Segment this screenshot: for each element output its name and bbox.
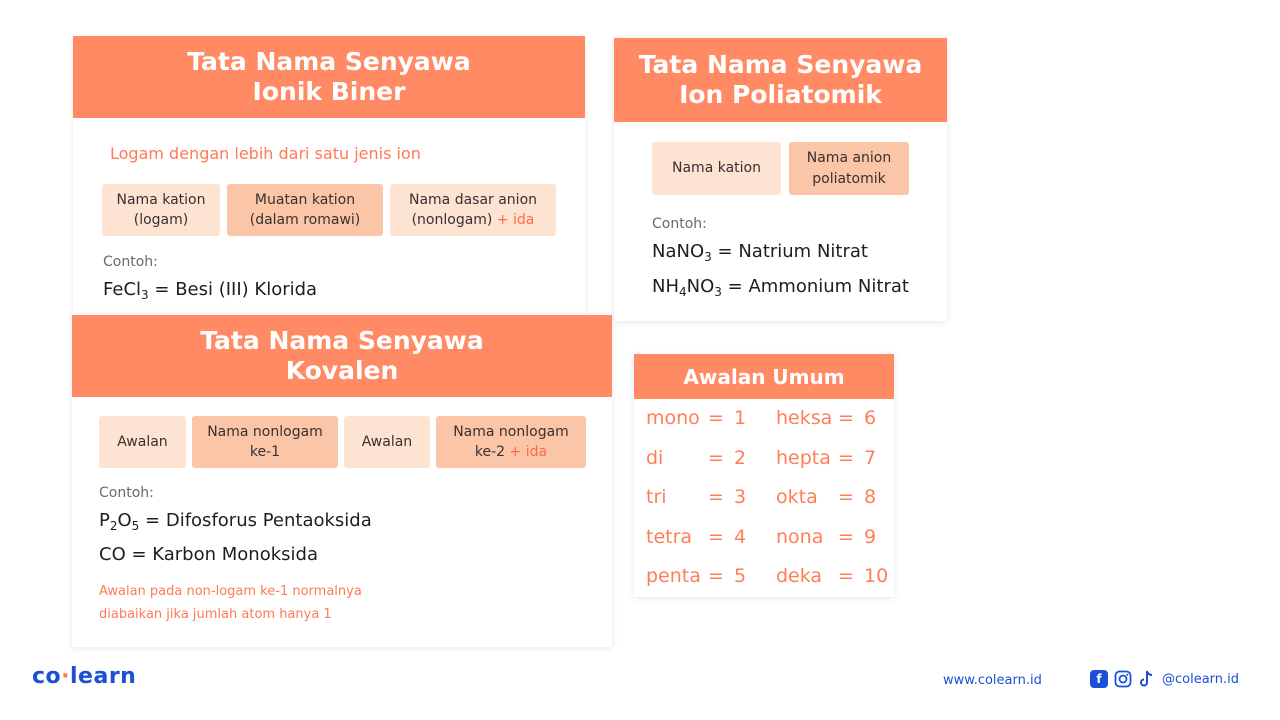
formula-subscript: 2 [109,519,118,533]
awalan-prefix-value: 7 [864,446,877,469]
poli-example2-formula [652,276,909,299]
ionik-box3-line1: Nama dasar anion [408,191,538,208]
ionik-box1-line1: Nama kation [116,191,206,208]
ionik-box3-suffix: + ida [496,212,535,228]
formula-name: = Difosforus Pentaoksida [145,510,372,531]
awalan-prefix-value: 5 [734,565,747,587]
kovalen-example1-formula [99,510,372,533]
kovalen-note-line2: diabaikan jika jumlah atom hanya 1 [99,606,332,622]
awalan-prefix-value: 4 [734,525,747,548]
poli-title-line1: Tata Nama Senyawa [638,50,923,79]
awalan-equals: = [838,565,854,587]
formula-name: = Ammonium Nitrat [727,276,909,297]
poli-box2-line1: Nama anion [806,150,892,167]
awalan-prefix-value: 2 [734,446,747,469]
ionik-box2-line2: (dalam romawi) [249,212,361,228]
poli-box1-label: Nama kation [672,160,761,177]
ionik-box3-line2: (nonlogam) [411,212,493,228]
formula-part: O [117,510,132,531]
awalan-prefix-value: 9 [864,525,877,548]
facebook-icon[interactable]: f [1090,670,1108,688]
kovalen-example-label: Contoh: [99,485,154,501]
poli-title-line2: Ion Poliatomik [679,80,882,109]
awalan-prefix-name: okta [776,486,818,508]
logo-part2: learn [70,664,137,689]
website-link[interactable]: www.colearn.id [943,673,1042,688]
logo-dot: · [61,664,71,689]
kovalen-box-awalan-1 [99,416,186,468]
social-handle[interactable]: @colearn.id [1162,671,1240,687]
poli-box2-line2: poliatomik [812,170,886,187]
awalan-prefix-name: hepta [776,446,831,469]
poli-box-anion [789,142,909,195]
ionik-biner-header [73,36,585,118]
kovalen-note-line1: Awalan pada non-logam ke-1 normalnya [99,584,362,599]
awalan-equals: = [708,525,724,548]
kovalen-box2-line2: ke-1 [249,444,281,460]
kovalen-box-awalan-2 [344,416,430,468]
kovalen-box4-line2-wrap [475,442,547,462]
formula-part: FeCl [103,279,142,300]
awalan-equals: = [838,446,854,469]
formula-subscript: 3 [141,288,149,302]
formula-part: NaNO [652,241,705,262]
awalan-prefix-name: deka [776,565,823,587]
instagram-icon[interactable] [1114,670,1132,688]
awalan-prefix-name: heksa [776,407,833,429]
ionik-title-line2: Ionik Biner [252,77,406,106]
ionik-box-anion [390,184,556,236]
kovalen-title-line1: Tata Nama Senyawa [200,326,484,355]
kovalen-box4-line1: Nama nonlogam [453,423,569,440]
ion-poliatomik-card [614,38,947,321]
kovalen-note [99,581,362,627]
kovalen-box4-line2: ke-2 [474,444,506,460]
kovalen-card [72,315,612,647]
kovalen-box-nonlogam-1 [192,416,338,468]
awalan-prefix-value: 1 [734,407,747,429]
awalan-title: Awalan Umum [683,364,845,389]
awalan-prefix-name: tri [646,486,667,508]
kovalen-example2-formula: CO = Karbon Monoksida [99,544,318,565]
poli-example1-formula [652,241,868,264]
awalan-prefix-value: 3 [734,486,747,508]
awalan-equals: = [838,407,854,429]
tiktok-icon[interactable] [1138,670,1154,688]
ionik-box2-line1: Muatan kation [254,191,356,208]
awalan-prefix-name: penta [646,565,701,587]
awalan-prefix-name: di [646,446,664,469]
kovalen-box3-label: Awalan [361,433,413,450]
formula-subscript: 3 [714,285,722,299]
awalan-equals: = [708,407,724,429]
awalan-umum-card [634,354,894,597]
kovalen-box4-suffix: + ida [509,444,548,460]
ionik-box-muatan [227,184,383,236]
formula-name: = Besi (III) Klorida [154,279,318,300]
kovalen-box1-label: Awalan [117,433,168,450]
formula-part: P [99,510,110,531]
awalan-prefix-name: tetra [646,525,693,548]
awalan-prefix-name: mono [646,407,700,429]
awalan-umum-header [634,354,894,399]
awalan-prefix-value: 6 [864,407,877,429]
formula-subscript: 3 [704,250,712,264]
awalan-prefix-value: 10 [864,565,889,587]
formula-subscript: 4 [679,285,687,299]
awalan-equals: = [708,565,724,587]
ionik-example-formula [103,279,317,302]
formula-name: = Natrium Nitrat [717,241,868,262]
ionik-subtitle: Logam dengan lebih dari satu jenis ion [110,144,421,163]
colearn-logo [32,664,136,689]
ion-poliatomik-header [614,38,947,122]
awalan-equals: = [708,486,724,508]
ionik-box3-line2-wrap [412,210,535,230]
kovalen-box-nonlogam-2 [436,416,586,468]
ionik-example-label: Contoh: [103,254,158,270]
awalan-equals: = [838,486,854,508]
awalan-equals: = [708,446,724,469]
ionik-title-line1: Tata Nama Senyawa [187,47,471,76]
awalan-prefix-name: nona [776,525,824,548]
awalan-prefix-value: 8 [864,486,877,508]
formula-part: NO [686,276,715,297]
poli-example-label: Contoh: [652,216,707,232]
awalan-equals: = [838,525,854,548]
formula-part: NH [652,276,679,297]
ionik-box1-line2: (logam) [133,212,189,228]
social-links [1090,670,1239,688]
formula-subscript: 5 [131,519,140,533]
kovalen-title-line2: Kovalen [285,356,399,385]
ionik-biner-card [73,36,585,316]
ionik-box-kation [102,184,220,236]
kovalen-box2-line1: Nama nonlogam [207,423,323,440]
kovalen-header [72,315,612,397]
logo-part1: co [32,664,62,689]
poli-box-kation [652,142,781,195]
